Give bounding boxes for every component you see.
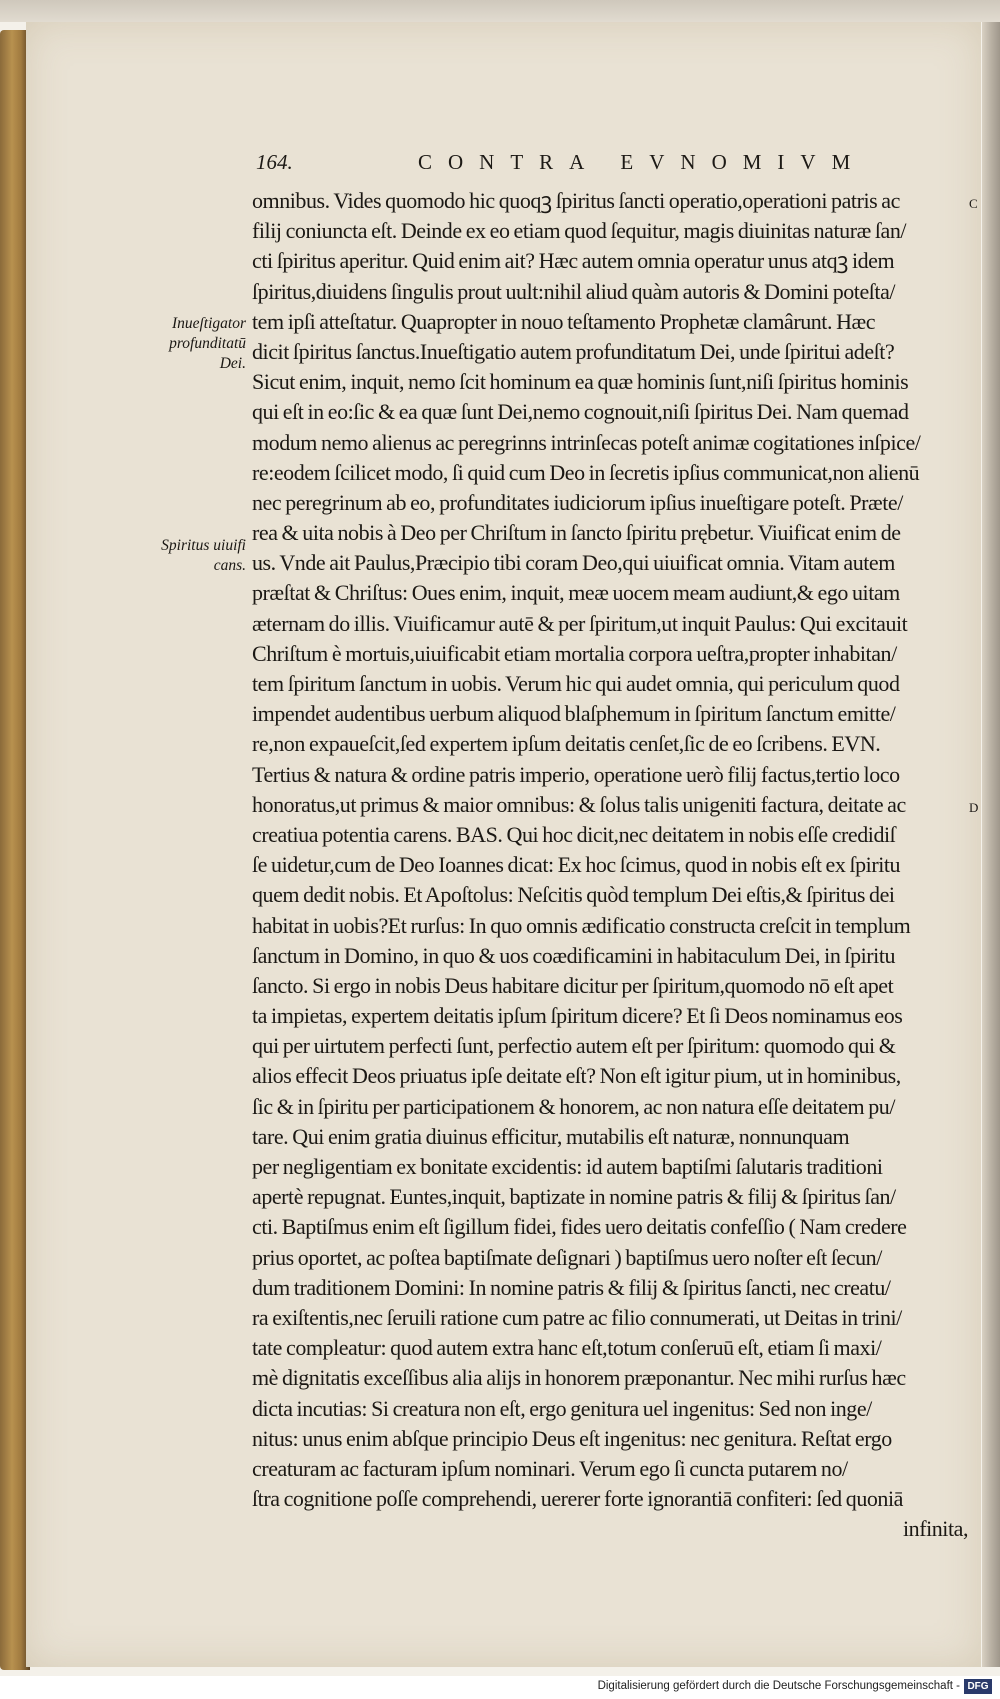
text-line: rea & uita nobis à Deo per Chriſtum in ſancto ſpiritu prębetur. Viuificat enim de xyxy=(252,520,901,546)
text-line: cti ſpiritus aperitur. Quid enim ait? Hæc autem omnia operatur unus atqꝫ idem xyxy=(252,248,895,274)
text-line: prius oportet, ac poſtea baptiſmate deſignari ) baptiſmus uero noſter eſt ſecun/ xyxy=(252,1244,882,1270)
digitization-footer xyxy=(0,1676,1000,1699)
text-line: ſanctum in Domino, in quo & uos coædificamini in habitaculum Dei, in ſpiritu xyxy=(252,942,896,968)
section-marker-d: D xyxy=(969,800,979,815)
text-line: Chriſtum è mortuis,uiuificabit etiam mortalia corpora ueſtra,propter inhabitan/ xyxy=(252,640,897,666)
text-line: ſtra cognitione poſſe comprehendi, uererer forte ignorantiā confiteri: ſed quoniā xyxy=(252,1486,903,1512)
margin-note-line: cans. xyxy=(213,557,246,574)
margin-note-line: Spiritus uiuifi xyxy=(161,537,246,554)
text-line: tem ipſi atteſtatur. Quapropter in nouo teſtamento Prophetæ clamârunt. Hæc xyxy=(252,308,876,334)
text-line: per negligentiam ex bonitate excidentis: id autem baptiſmi ſalutaris traditioni xyxy=(252,1154,883,1179)
margin-note-line: profunditatū xyxy=(169,335,246,352)
text-line: tare. Qui enim gratia diuinus efficitur, mutabilis eſt naturæ, nonnunquam xyxy=(252,1123,850,1149)
text-line: tate compleatur: quod autem extra hanc eſt,totum conſeruū eſt, etiam ſi maxi/ xyxy=(252,1335,882,1361)
text-line: qui per uirtutem perfecti ſunt, perfectio autem eſt per ſpiritum: quomodo qui & xyxy=(252,1033,896,1059)
page-right-edge xyxy=(982,22,1000,1667)
text-line: dicta incutias: Si creatura non eſt, ergo genitura uel ingenitus: Sed non inge/ xyxy=(252,1395,872,1421)
text-line: qui eſt in eo:ſic & ea quæ ſunt Dei,nemo cognouit,niſi ſpiritus Dei. Nam quemad xyxy=(252,399,909,425)
text-line: dum traditionem Domini: In nomine patris & filij & ſpiritus ſancti, nec creatu/ xyxy=(252,1274,891,1300)
text-line: us. Vnde ait Paulus,Præcipio tibi coram Deo,qui uiuificat omnia. Vitam autem xyxy=(252,550,895,576)
text-line: æternam do illis. Viuificamur autē & per ſpiritum,ut inquit Paulus: Qui excitauit xyxy=(252,610,908,636)
text-line: alios effecit Deos priuatus ipſe deitate eſt? Non eſt igitur pium, ut in hominibus, xyxy=(252,1063,901,1089)
text-line: ſic & in ſpiritu per participationem & honorem, ac non natura eſſe deitatem pu/ xyxy=(252,1093,896,1119)
text-line: præſtat & Chriſtus: Oues enim, inquit, meæ uocem meam audiunt,& ego uitam xyxy=(252,580,900,606)
text-line: honoratus,ut primus & maior omnibus: & ſolus talis unigeniti factura, deitate ac xyxy=(252,791,906,817)
text-line: tem ſpiritum ſanctum in uobis. Verum hic qui audet omnia, qui periculum quod xyxy=(252,671,900,696)
text-line: ſpiritus,diuidens ſingulis prout uult:nihil aliud quàm autoris & Domini poteſta/ xyxy=(252,278,896,304)
margin-note-investigator xyxy=(150,314,246,374)
dfg-logo: DFG xyxy=(964,1679,992,1694)
text-line: habitat in uobis?Et rurſus: In quo omnis ædificatio constructa creſcit in templum xyxy=(252,912,911,938)
scan-top-strip xyxy=(0,0,1000,22)
text-line: Sicut enim, inquit, nemo ſcit hominum ea quæ hominis ſunt,niſi ſpiritus hominis xyxy=(252,369,909,395)
text-line: apertè repugnat. Euntes,inquit, baptizate in nomine patris & filij & ſpiritus ſan/ xyxy=(252,1184,896,1210)
margin-note-line: Inueſtigator xyxy=(171,315,246,332)
margin-note-line: Dei. xyxy=(219,355,246,372)
text-line: nec peregrinum ab eo, profunditates iudiciorum ipſius inueſtigare poteſt. Præte/ xyxy=(252,489,903,515)
catchword: infinita, xyxy=(903,1516,968,1542)
text-line: omnibus. Vides quomodo hic quoqꝫ ſpiritus ſancti operatio,operationi patris ac xyxy=(252,188,900,213)
text-line: re:eodem ſcilicet modo, ſi quid cum Deo in ſecretis ipſius communicat,non alienū xyxy=(252,459,920,485)
section-marker-c: C xyxy=(969,196,978,211)
text-line: impendet audentibus uerbum aliquod blaſphemum in ſpiritum ſanctum emitte/ xyxy=(252,701,896,727)
text-line: ta impietas, expertem deitatis ipſum ſpiritum dicere? Et ſi Deos nominamus eos xyxy=(252,1003,903,1029)
text-line: mè dignitatis exceſſibus alia alijs in honorem præponantur. Nec mihi rurſus hæc xyxy=(252,1365,906,1391)
text-line: ſe uidetur,cum de Deo Ioannes dicat: Ex hoc ſcimus, quod in nobis eſt ex ſpiritu xyxy=(252,852,901,878)
text-line: creaturam ac facturam ipſum nominari. Verum ego ſi cuncta putarem no/ xyxy=(252,1455,848,1481)
funding-credit: Digitalisierung gefördert durch die Deutsche Forschungsgemeinschaft - xyxy=(597,1680,960,1692)
text-line: cti. Baptiſmus enim eſt ſigillum fidei, fides uero deitatis confeſſio ( Nam credere xyxy=(252,1214,907,1240)
text-line: dicit ſpiritus ſanctus.Inueſtigatio autem profunditatum Dei, unde ſpiritui adeſt? xyxy=(252,338,895,364)
margin-note-vivificans xyxy=(150,536,246,576)
text-line: re,non expaueſcit,ſed expertem ipſum deitatis cenſet,ſic de eo ſcribens. EVN. xyxy=(252,731,881,757)
text-line: Tertius & natura & ordine patris imperio, operatione uerò filij factus,tertio loco xyxy=(252,761,900,787)
running-head: CONTRA EVNOMIVM xyxy=(418,150,867,174)
page-number: 164. xyxy=(256,150,293,174)
text-line: nitus: unus enim abſque principio Deus eſt ingenitus: nec genitura. Reſtat ergo xyxy=(252,1425,892,1451)
text-line: ſancto. Si ergo in nobis Deus habitare dicitur per ſpiritum,quomodo nō eſt apet xyxy=(252,972,894,998)
body-text xyxy=(252,186,968,1544)
text-line: filij coniuncta eſt. Deinde ex eo etiam quod ſequitur, magis diuinitas naturæ ſan/ xyxy=(252,218,907,244)
text-line: ra exiſtentis,nec ſeruili ratione cum patre ac filio connumerati, ut Deitas in trini/ xyxy=(252,1304,902,1330)
text-line: creatiua potentia carens. BAS. Qui hoc dicit,nec deitatem in nobis eſſe credidiſ xyxy=(252,821,896,847)
text-line: quem dedit nobis. Et Apoſtolus: Neſcitis quòd templum Dei eſtis,& ſpiritus dei xyxy=(252,882,895,908)
text-line: modum nemo alienus ac peregrinns intrinſecas poteſt animæ cogitationes inſpice/ xyxy=(252,429,921,455)
